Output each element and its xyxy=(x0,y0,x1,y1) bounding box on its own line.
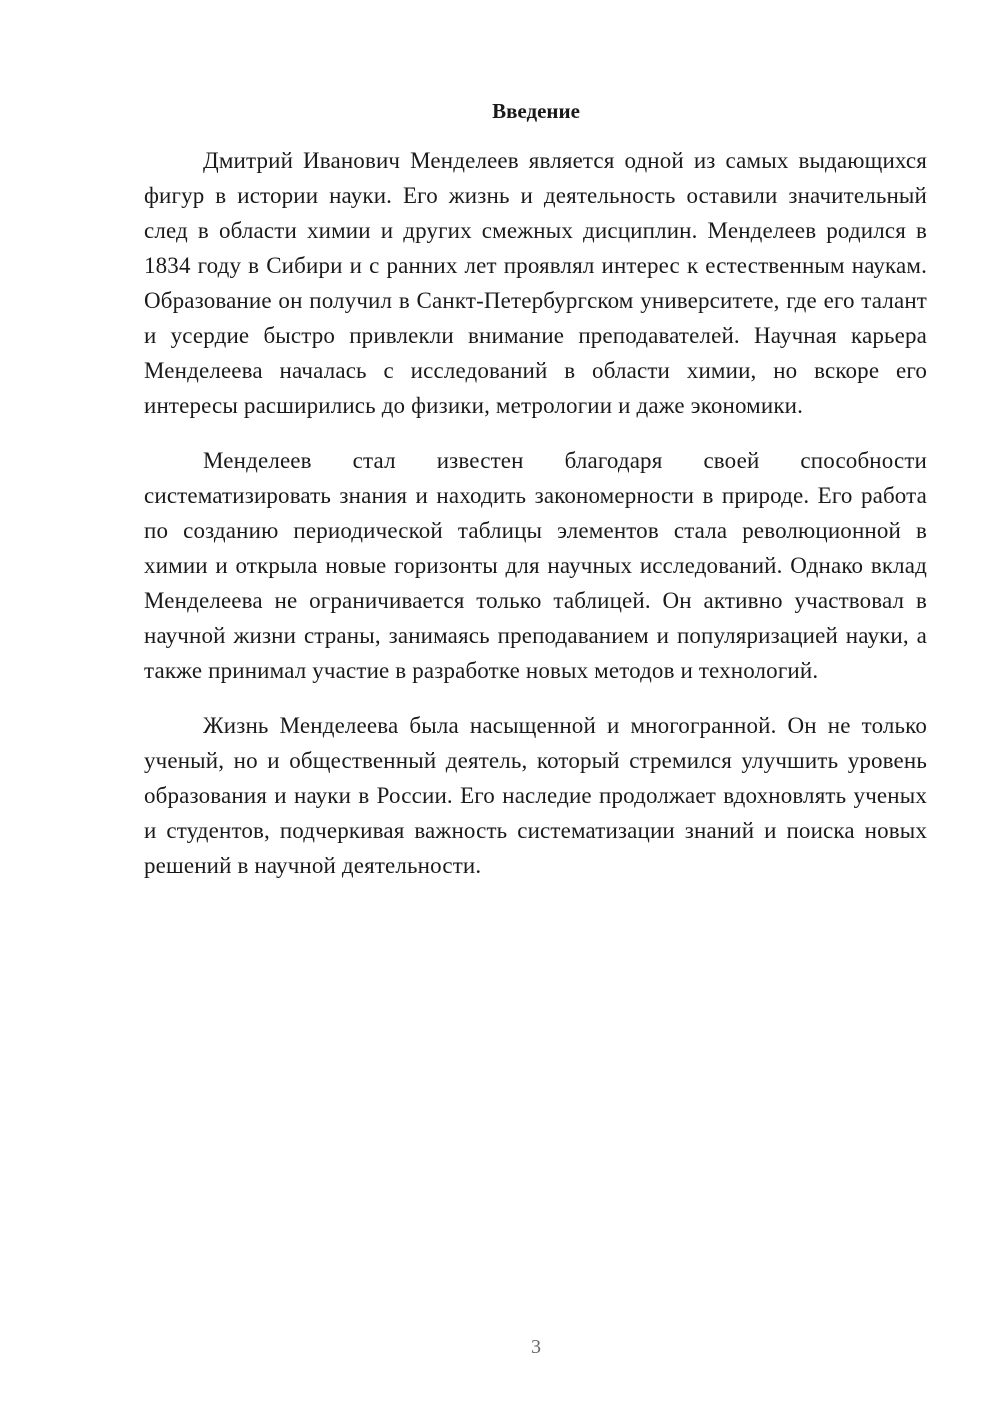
section-heading: Введение xyxy=(492,99,580,123)
paragraph-2: Менделеев стал известен благодаря своей способности систематизировать знания и находить закономерности в природе. Его работа по созданию периодической таблицы элементов стала революционной в химии и открыла новые горизонты для научных исследований. Однако вклад Менделеева не ограничивается только таблицей. Он активно участвовал в научной жизни страны, занимаясь преподаванием и популяризацией науки, а также принимал участие в разработке новых методов и технологий. xyxy=(144,448,927,683)
paragraph-1: Дмитрий Иванович Менделеев является одной из самых выдающихся фигур в истории науки. Его жизнь и деятельность оставили значительный след в области химии и других смежных дисциплин. Менделеев родился в 1834 году в Сибири и с ранних лет проявлял интерес к естественным наукам. Образование он получил в Санкт-Петербургском университете, где его талант и усердие быстро привлекли внимание преподавателей. Научная карьера Менделеева началась с исследований в области химии, но вскоре его интересы расширились до физики, метрологии и даже экономики. xyxy=(144,148,927,418)
paragraph-3: Жизнь Менделеева была насыщенной и многогранной. Он не только ученый, но и общественный деятель, который стремился улучшить уровень образования и науки в России. Его наследие продолжает вдохновлять ученых и студентов, подчеркивая важность систематизации знаний и поиска новых решений в научной деятельности. xyxy=(144,713,927,878)
body-text xyxy=(144,143,927,903)
page-number: 3 xyxy=(531,1336,541,1358)
